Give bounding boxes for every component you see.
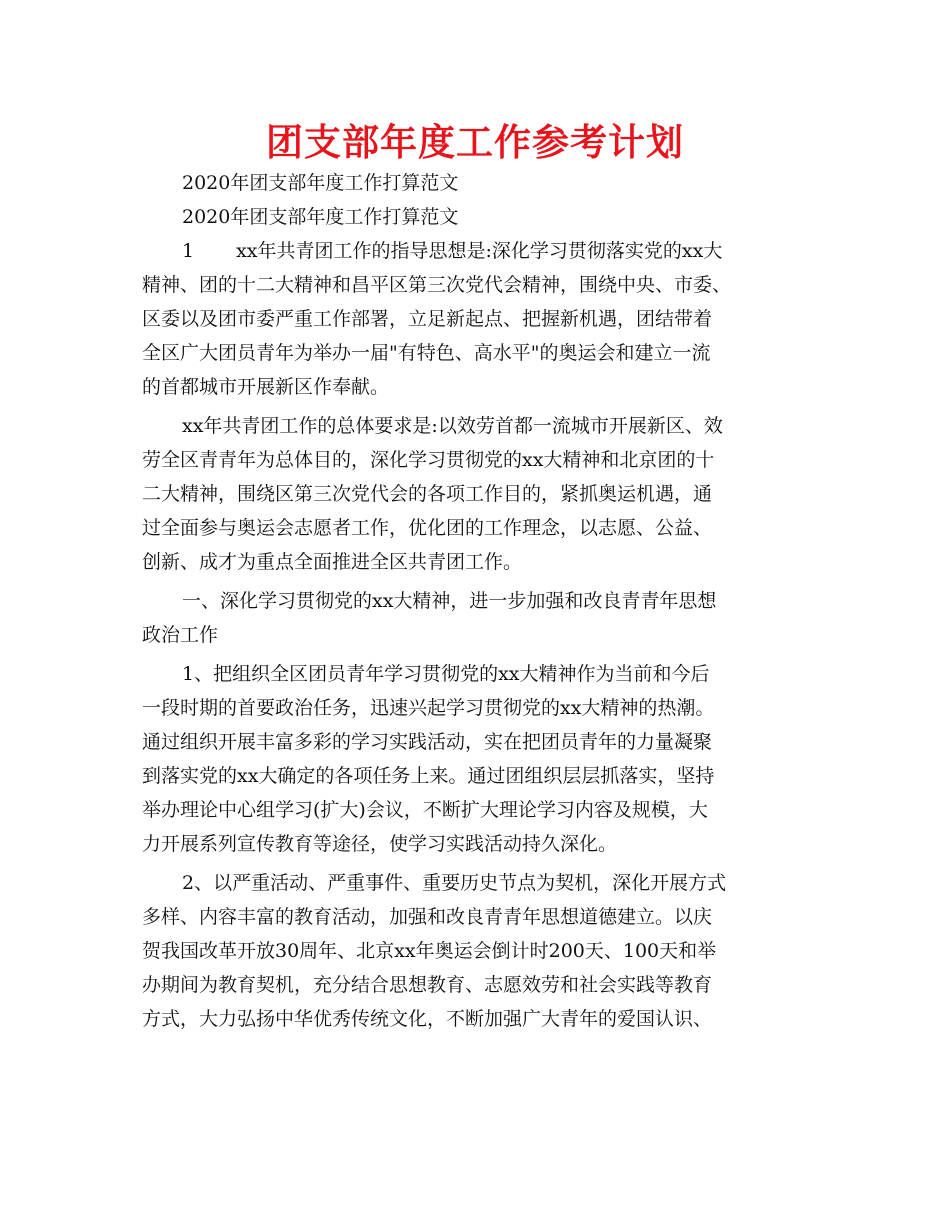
paragraph-line: 力开展系列宣传教育等途径，使学习实践活动持久深化。 (142, 833, 618, 855)
paragraph-line: 二大精神，围绕区第三次党代会的各项工作目的，紧抓奥运机遇，通 (142, 483, 713, 505)
subtitle-line: 2020年团支部年度工作打算范文 (182, 172, 459, 194)
paragraph-line: 多样、内容丰富的教育活动，加强和改良青青年思想道德建立。以庆 (142, 906, 713, 928)
paragraph-line: 到落实党的xx大确定的各项任务上来。通过团组织层层抓落实，坚持 (142, 765, 715, 787)
paragraph-text: xx年共青团工作的指导思想是:深化学习贯彻落实党的xx大 (236, 240, 723, 262)
paragraph-line: 一段时期的首要政治任务，迅速兴起学习贯彻党的xx大精神的热潮。 (142, 697, 715, 719)
paragraph-line: 1、把组织全区团员青年学习贯彻党的xx大精神作为当前和今后 (182, 663, 710, 685)
subtitle-line: 2020年团支部年度工作打算范文 (182, 206, 459, 228)
section-heading-line: 政治工作 (142, 624, 219, 646)
item-number: 1 (182, 240, 195, 262)
paragraph-line: 举办理论中心组学习(扩大)会议，不断扩大理论学习内容及规模，大 (142, 799, 708, 821)
document-body (142, 166, 818, 1036)
paragraph-line: 全区广大团员青年为举办一届"有特色、高水平"的奥运会和建立一流 (142, 342, 711, 364)
paragraph-line: 2、以严重活动、严重事件、重要历史节点为契机，深化开展方式 (182, 872, 727, 894)
paragraph-line: 办期间为教育契机，充分结合思想教育、志愿效劳和社会实践等教育 (142, 974, 713, 996)
section-heading-line: 一、深化学习贯彻党的xx大精神，进一步加强和改良青青年思想 (182, 590, 717, 612)
paragraph-line: 方式，大力弘扬中华优秀传统文化，不断加强广大青年的爱国认识、 (142, 1008, 713, 1030)
paragraph-line: xx年共青团工作的总体要求是:以效劳首都一流城市开展新区、效 (182, 415, 723, 437)
paragraph-line: 劳全区青青年为总体目的，深化学习贯彻党的xx大精神和北京团的十 (142, 449, 715, 471)
paragraph-line: 贺我国改革开放30周年、北京xx年奥运会倒计时200天、100天和举 (142, 940, 717, 962)
paragraph-line: 区委以及团市委严重工作部署，立足新起点、把握新机遇，团结带着 (142, 308, 713, 330)
paragraph-line: 创新、成才为重点全面推进全区共青团工作。 (142, 551, 523, 573)
paragraph-line: 过全面参与奥运会志愿者工作，优化团的工作理念，以志愿、公益、 (142, 517, 713, 539)
paragraph-line (142, 234, 818, 268)
document-title: 团支部年度工作参考计划 (266, 121, 684, 164)
paragraph-line: 的首都城市开展新区作奉献。 (142, 376, 390, 398)
paragraph-line: 通过组织开展丰富多彩的学习实践活动，实在把团员青年的力量凝聚 (142, 731, 713, 753)
paragraph-line: 精神、团的十二大精神和昌平区第三次党代会精神，围绕中央、市委、 (142, 274, 732, 296)
